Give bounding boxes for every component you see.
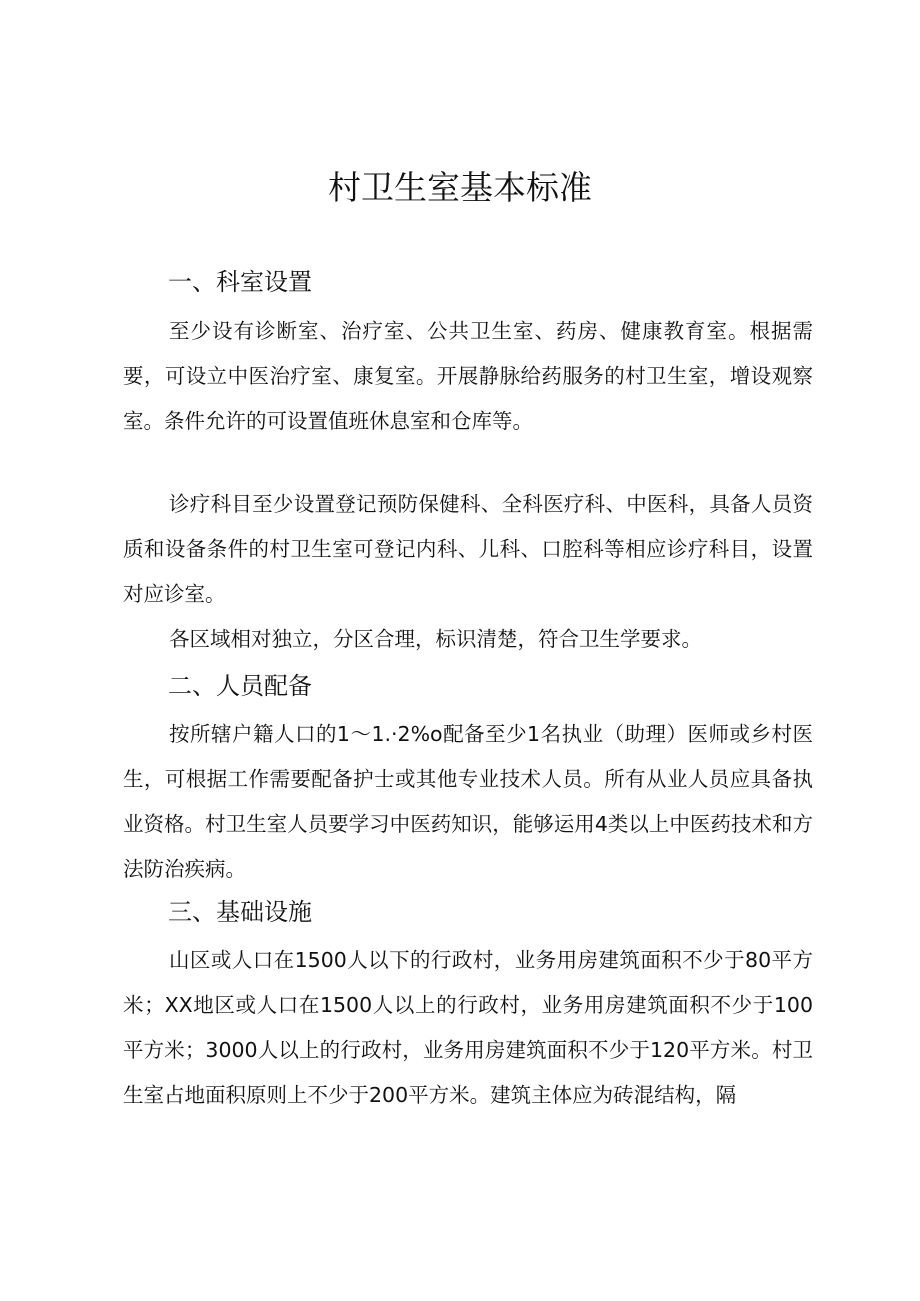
section-heading-staffing: 二、人员配备 — [168, 672, 312, 700]
paragraph-infrastructure: 山区或人口在1500人以下的行政村，业务用房建筑面积不少于80平方米；XX地区或人口在1500人以上的行政村，业务用房建筑面积不少于100平方米；3000人以上的行政村，业务用房建筑面积不少于120平方米。村卫生室占地面积原则上不少于200平方米。建筑主体应为砖混结构，隔 — [123, 948, 813, 1107]
section-heading-infrastructure: 三、基础设施 — [168, 898, 312, 926]
paragraph-staffing: 按所辖户籍人口的1～1.·2%o配备至少1名执业（助理）医师或乡村医生，可根据工作需要配备护士或其他专业技术人员。所有从业人员应具备执业资格。村卫生室人员要学习中医药知识，能够运用4类以上中医药技术和方法防治疾病。 — [123, 722, 813, 881]
section-heading-department-setup: 一、科室设置 — [168, 268, 312, 296]
paragraph-department-rooms: 至少设有诊断室、治疗室、公共卫生室、药房、健康教育室。根据需要，可设立中医治疗室、康复室。开展静脉给药服务的村卫生室，增设观察室。条件允许的可设置值班休息室和仓库等。 — [123, 319, 813, 433]
paragraph-clinical-subjects: 诊疗科目至少设置登记预防保健科、全科医疗科、中医科，具备人员资质和设备条件的村卫生室可登记内科、儿科、口腔科等相应诊疗科目，设置对应诊室。 — [123, 492, 813, 606]
paragraph-area-division: 各区域相对独立，分区合理，标识清楚，符合卫生学要求。 — [169, 627, 702, 651]
document-title: 村卫生室基本标准 — [328, 168, 592, 207]
